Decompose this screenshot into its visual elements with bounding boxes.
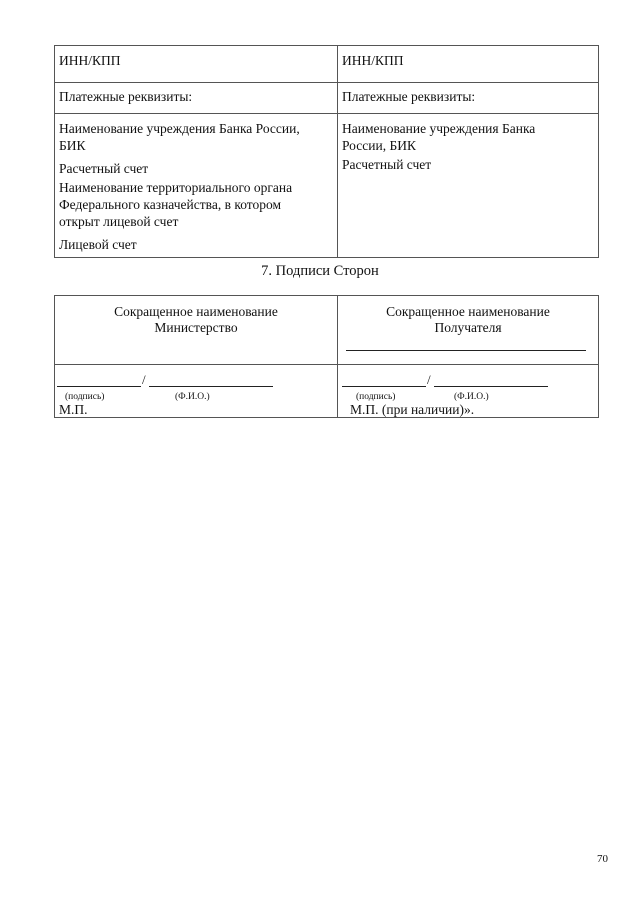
left-heading-line1: Сокращенное наименование — [114, 304, 278, 319]
right-inn-kpp: ИНН/КПП — [338, 46, 599, 83]
left-bank-details — [55, 114, 338, 258]
right-bank-details — [338, 114, 599, 258]
separator-slash: / — [142, 372, 146, 387]
signature-line — [57, 386, 141, 387]
full-name-line — [149, 386, 273, 387]
full-name-caption: (Ф.И.О.) — [175, 392, 210, 402]
full-name-line — [434, 386, 548, 387]
left-party-heading — [55, 296, 338, 365]
signatures-table — [54, 295, 599, 418]
right-payment-details: Платежные реквизиты: — [338, 83, 599, 114]
bank-line: России, БИК — [342, 138, 416, 153]
left-signature-block — [55, 365, 338, 418]
section-title: 7. Подписи Сторон — [261, 263, 379, 279]
right-heading-line2: Получателя — [434, 320, 502, 335]
page-number: 70 — [597, 853, 608, 865]
separator-slash: / — [427, 372, 431, 387]
recipient-name-line — [346, 350, 586, 351]
signature-caption: (подпись) — [65, 392, 105, 402]
bank-line: Расчетный счет — [342, 157, 432, 172]
stamp-placeholder: М.П. — [59, 402, 88, 417]
bank-line: Федерального казначейства, в котором — [59, 197, 282, 212]
right-heading-line1: Сокращенное наименование — [386, 304, 550, 319]
signature-caption: (подпись) — [356, 392, 396, 402]
right-party-heading — [338, 296, 599, 365]
bank-line: Наименование территориального органа — [59, 180, 293, 195]
left-payment-details: Платежные реквизиты: — [55, 83, 338, 114]
bank-line: Расчетный счет — [59, 161, 149, 176]
bank-line: открыт лицевой счет — [59, 214, 179, 229]
right-signature-block — [338, 365, 599, 418]
left-heading-line2: Министерство — [154, 320, 238, 335]
bank-line: Наименование учреждения Банка России, — [59, 121, 300, 136]
full-name-caption: (Ф.И.О.) — [454, 392, 489, 402]
signature-line — [342, 386, 426, 387]
left-inn-kpp: ИНН/КПП — [55, 46, 338, 83]
stamp-placeholder: М.П. (при наличии)». — [350, 402, 475, 417]
bank-line: БИК — [59, 138, 86, 153]
bank-line: Лицевой счет — [59, 237, 137, 252]
requisites-table — [54, 45, 599, 258]
bank-line: Наименование учреждения Банка — [342, 121, 536, 136]
